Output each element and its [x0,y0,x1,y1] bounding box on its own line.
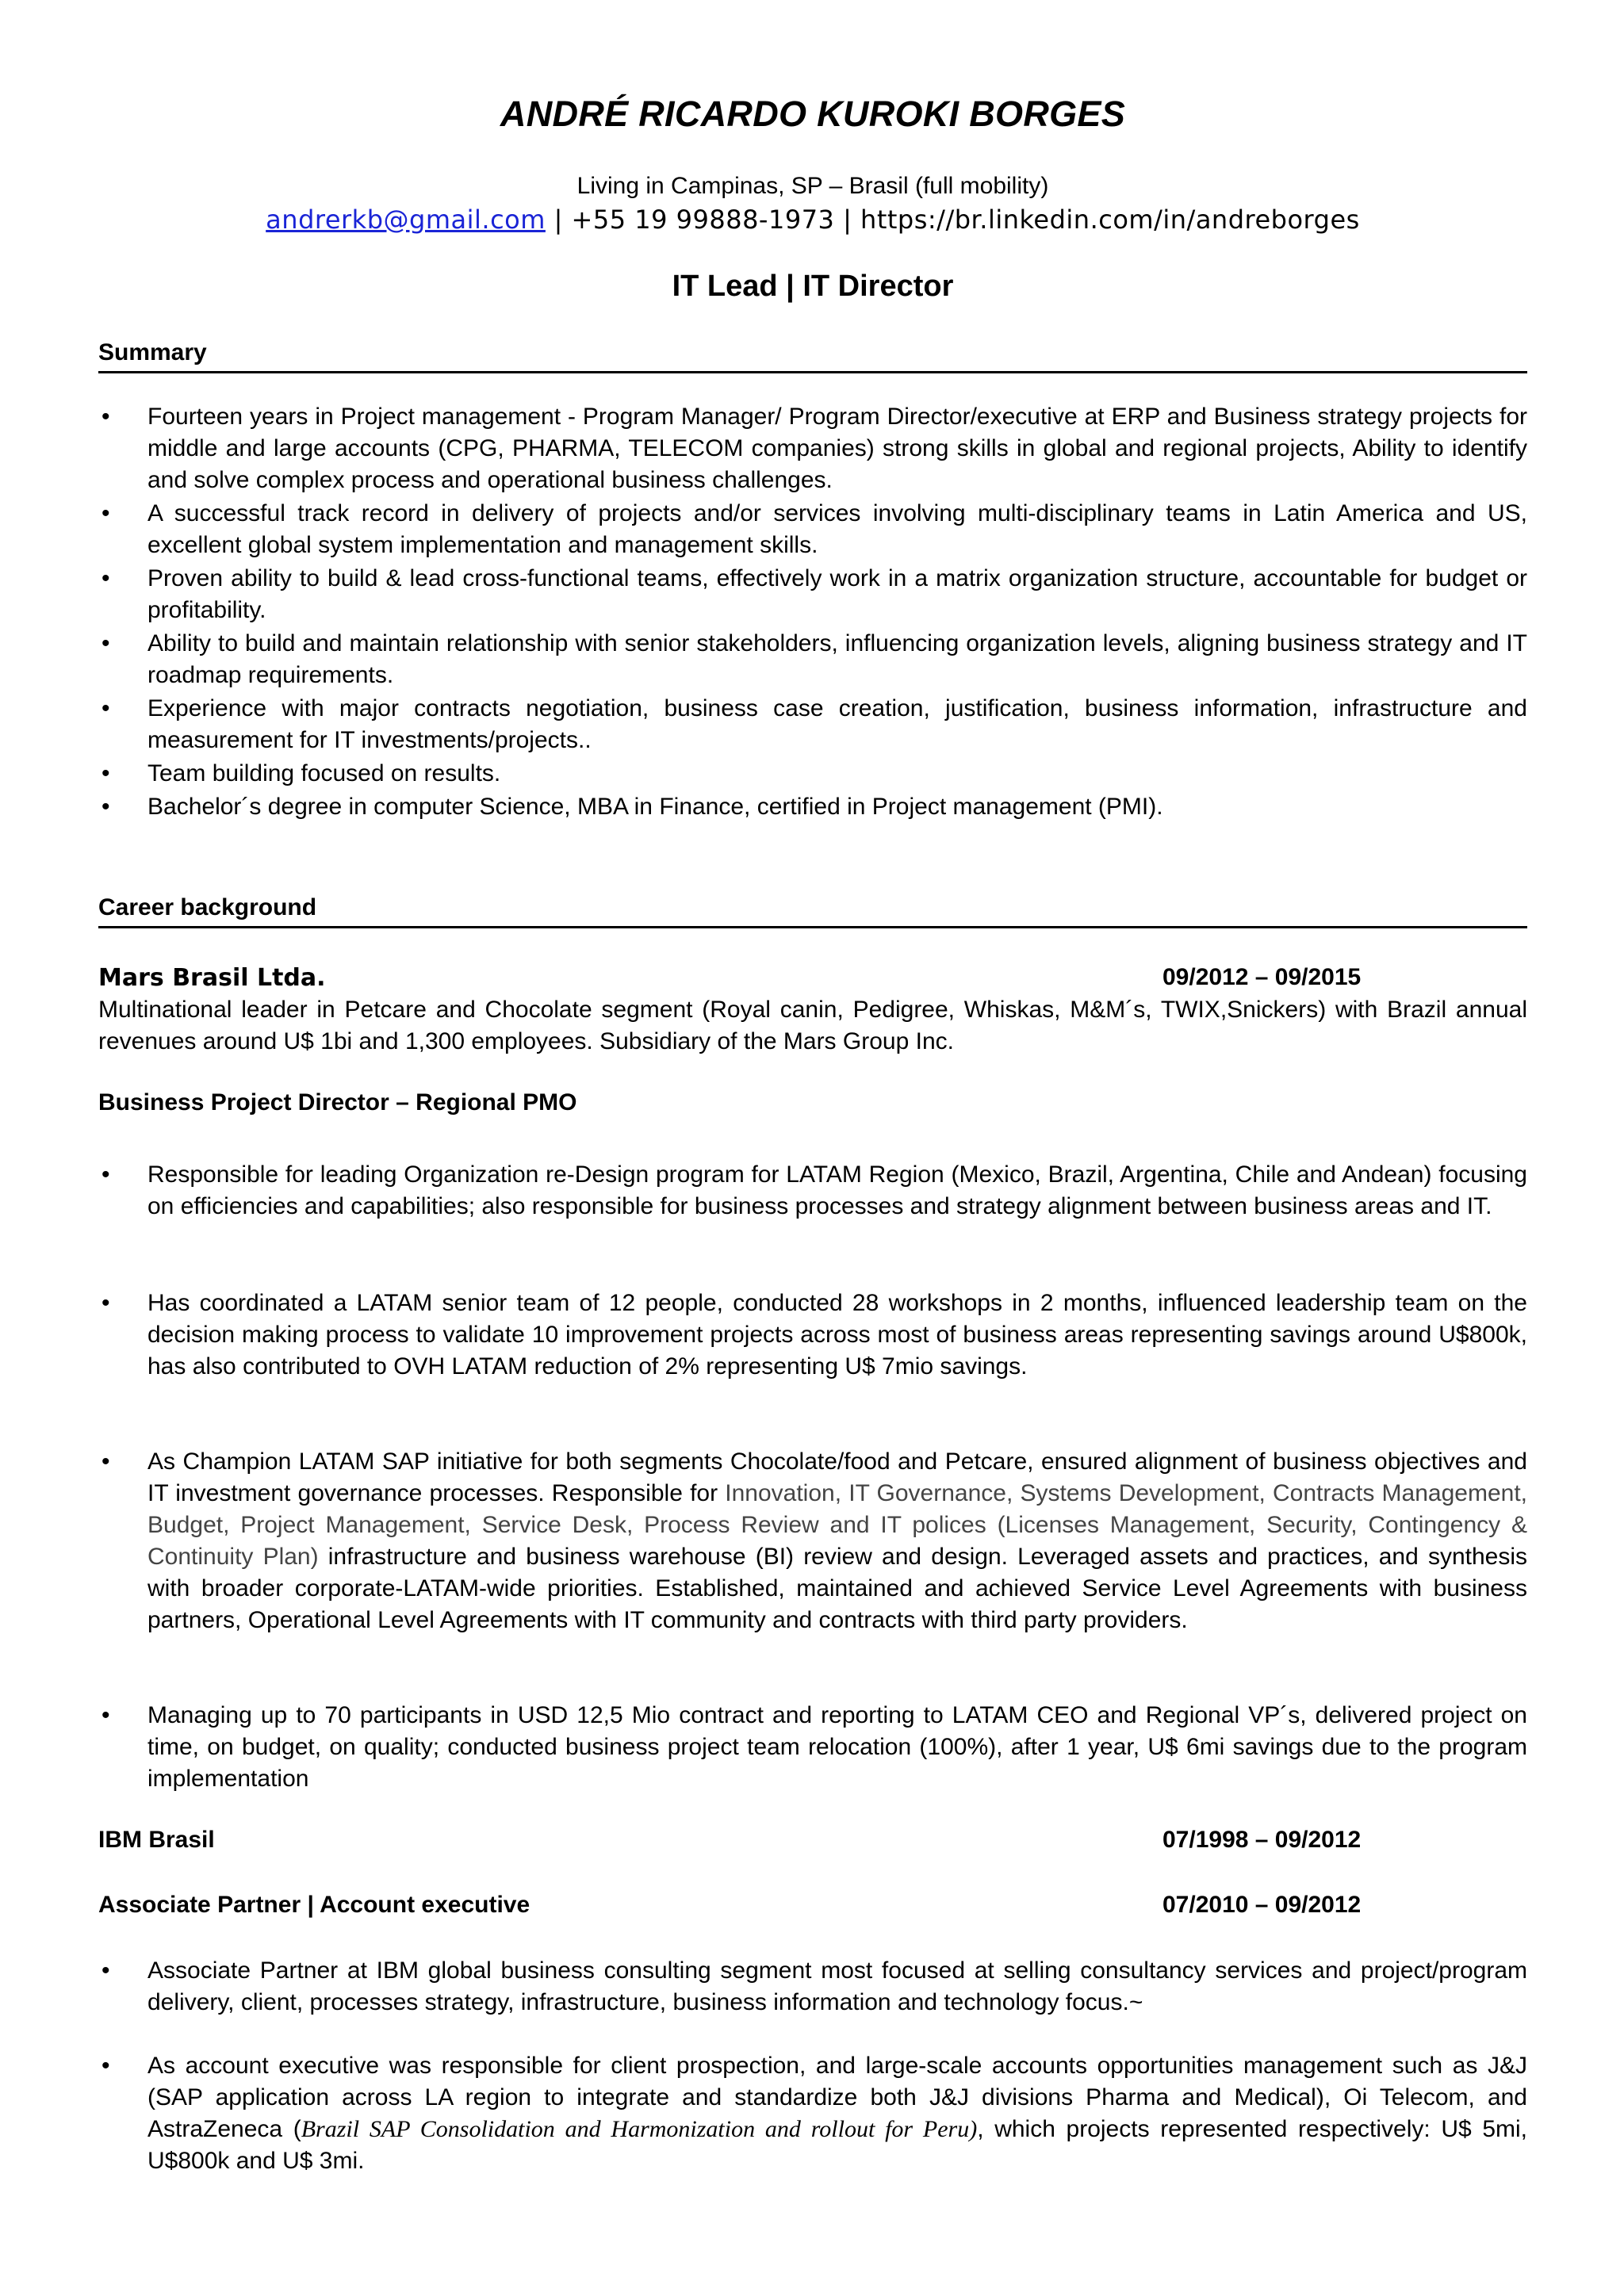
summary-item: • A successful track record in delivery of projects and/or services involving multi-disciplinary teams in Latin America and US, excellent global system implementation and management skills. [98,498,1527,561]
location-line: Living in Campinas, SP – Brasil (full mobility) [576,173,1049,199]
contact-line [98,205,1527,235]
summary-list [98,401,1527,825]
mars-description: Multinational leader in Petcare and Chocolate segment (Royal canin, Pedigree, Whiskas, M&M´s, TWIX,Snickers) with Brazil annual revenues around U$ 1bi and 1,300 employees. Subsidiary of the Mars Group Inc. [98,997,1527,1054]
mars-bullet-3 [98,1446,1527,1638]
mars-bullet: • Has coordinated a LATAM senior team of 12 people, conducted 28 workshops in 2 months, influenced leadership team on the decision making process to validate 10 improvement projects across most of business areas representing savings around U$800k, has also contributed to OVH LATAM reduction of 2% representing U$ 7mio savings. [98,1288,1527,1383]
b3-text-b: Innovation, IT Governance, Systems Development, Contracts Management, Budget, Project Management, Service Desk, Process Review and IT polices (Licenses Management, Security, Contingency & Continuity Plan) [147,1480,1527,1570]
ibm-bullet-1 [98,1955,1527,2020]
summary-item: • Bachelor´s degree in computer Science, MBA in Finance, certified in Project management (PMI). [98,791,1527,823]
summary-heading: Summary [98,339,1527,373]
ibm-bullet [98,2050,1527,2177]
ibm-b2-text-b: Brazil SAP Consolidation and Harmonization and rollout for Peru) [301,2116,978,2142]
candidate-name: ANDRÉ RICARDO KUROKI BORGES [500,94,1126,134]
ibm-company-row [98,1827,1527,1854]
mars-dates: 09/2012 – 09/2015 [1162,964,1362,990]
summary-item: • Ability to build and maintain relationship with senior stakeholders, influencing organization levels, aligning business strategy and IT roadmap requirements. [98,628,1527,691]
mars-bullet: • Responsible for leading Organization re-Design program for LATAM Region (Mexico, Brazil, Argentina, Chile and Andean) focusing on efficiencies and capabilities; also responsible for business processes and strategy alignment between business areas and IT. [98,1159,1527,1223]
email-link[interactable]: andrerkb@gmail.com [266,205,546,235]
mars-bullet [98,1446,1527,1636]
ibm-dates: 07/1998 – 09/2012 [1162,1827,1362,1853]
mars-bullet: • Managing up to 70 participants in USD 12,5 Mio contract and reporting to LATAM CEO and Regional VP´s, delivered project on time, on budget, on quality; conducted business project team relocation (100%), after 1 year, U$ 6mi savings due to the program implementation [98,1700,1527,1795]
role-title: IT Lead | IT Director [672,270,954,303]
mars-company-row [98,964,1527,992]
summary-item: • Fourteen years in Project management - Program Manager/ Program Director/executive at ERP and Business strategy projects for middle and large accounts (CPG, PHARMA, TELECOM companies) strong skills in global and regional projects, Ability to identify and solve complex process and operational business challenges. [98,401,1527,496]
ibm-bullet-2 [98,2050,1527,2179]
ibm-title-dates: 07/2010 – 09/2012 [1162,1892,1362,1918]
mars-title: Business Project Director – Regional PMO [98,1089,577,1115]
career-heading: Career background [98,894,1527,928]
summary-item: • Team building focused on results. [98,758,1527,790]
mars-bullet-4 [98,1700,1527,1797]
b3-text-c: infrastructure and business warehouse (BI) review and design. Leveraged assets and practices, and synthesis with broader corporate-LATAM-wide priorities. Established, maintained and achieved Service Level Agreements with business partners, Operational Level Agreements with IT community and contracts with third party providers. [147,1544,1527,1633]
ibm-title-row [98,1892,1527,1919]
contact-details: | +55 19 99888-1973 | https://br.linkedin.com/in/andreborges [545,205,1360,235]
ibm-title: Associate Partner | Account executive [98,1892,530,1918]
ibm-company: IBM Brasil [98,1827,215,1853]
summary-item: • Experience with major contracts negotiation, business case creation, justification, business information, infrastructure and measurement for IT investments/projects.. [98,693,1527,756]
summary-item: • Proven ability to build & lead cross-functional teams, effectively work in a matrix organization structure, accountable for budget or profitability. [98,563,1527,626]
ibm-b2-text-a: As account executive was responsible for client prospection, and large-scale accounts opportunities management such as J&J (SAP application across LA region to integrate and standardize both J&J divisions Pharma and Medical), Oi Telecom, and AstraZeneca ( [147,2053,1527,2142]
mars-bullet-1 [98,1159,1527,1224]
mars-company: Mars Brasil Ltda. [98,964,326,992]
ibm-bullet: • Associate Partner at IBM global business consulting segment most focused at selling consultancy services and project/program delivery, client, processes strategy, infrastructure, business information and technology focus.~ [98,1955,1527,2019]
ibm-b2-text-c: , which projects represented respectively: U$ 5mi, U$800k and U$ 3mi. [147,2116,1527,2174]
b3-text-a: As Champion LATAM SAP initiative for both segments Chocolate/food and Petcare, ensured alignment of business objectives and IT investment governance processes. Responsible for [147,1448,1527,1506]
mars-bullet-2 [98,1288,1527,1384]
